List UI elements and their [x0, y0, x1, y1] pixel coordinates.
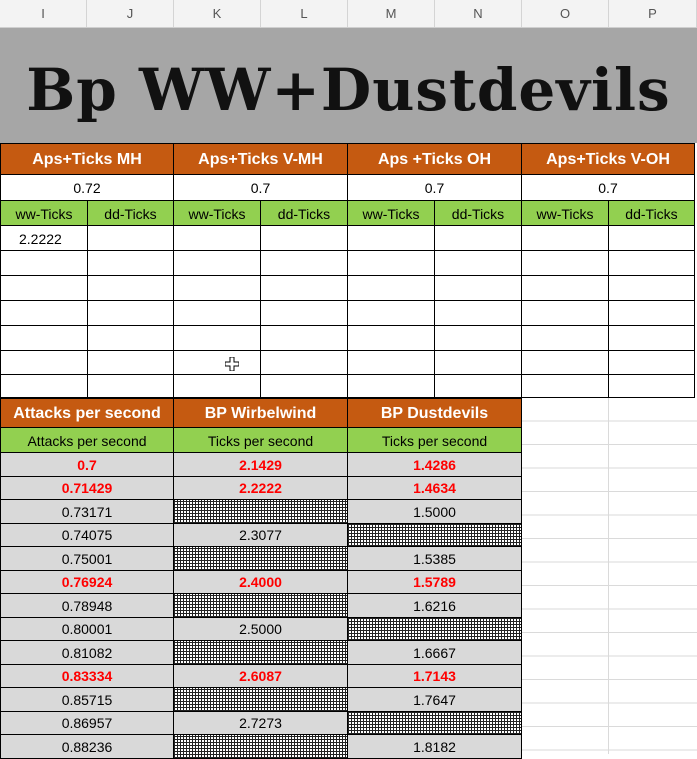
subheader-dd-voh[interactable]: dd-Ticks	[608, 200, 695, 226]
input-cell[interactable]	[521, 300, 609, 326]
crosshair-cursor-icon	[225, 357, 239, 371]
table-cell-aps[interactable]: 0.75001	[0, 546, 174, 571]
table-cell-aps[interactable]: 0.78948	[0, 593, 174, 618]
table-cell-ww[interactable]: 2.7273	[173, 711, 348, 735]
input-cell[interactable]	[0, 250, 88, 276]
subheader-dd-vmh[interactable]: dd-Ticks	[260, 200, 348, 226]
empty-gridlines	[521, 398, 697, 754]
table-cell-aps[interactable]: 0.86957	[0, 711, 174, 735]
input-cell[interactable]	[173, 325, 261, 351]
table-cell-ww[interactable]	[173, 499, 348, 524]
group-header-oh[interactable]: Aps +Ticks OH	[347, 143, 522, 175]
input-cell[interactable]	[260, 374, 348, 398]
input-cell[interactable]	[434, 374, 522, 398]
subheader-ww-vmh[interactable]: ww-Ticks	[173, 200, 261, 226]
table-cell-aps[interactable]: 0.88236	[0, 734, 174, 759]
lower-subheader-aps[interactable]: Attacks per second	[0, 427, 174, 453]
table-cell-aps[interactable]: 0.7	[0, 452, 174, 477]
subheader-ww-oh[interactable]: ww-Ticks	[347, 200, 435, 226]
input-cell[interactable]	[87, 250, 174, 276]
input-cell[interactable]	[521, 275, 609, 301]
table-cell-dd[interactable]: 1.7647	[347, 687, 522, 712]
input-cell[interactable]	[0, 325, 88, 351]
input-cell[interactable]	[434, 275, 522, 301]
table-cell-aps[interactable]: 0.81082	[0, 640, 174, 665]
table-cell-aps[interactable]: 0.74075	[0, 523, 174, 547]
table-cell-dd[interactable]: 1.7143	[347, 664, 522, 688]
input-cell[interactable]	[260, 300, 348, 326]
lower-subheader-ww[interactable]: Ticks per second	[173, 427, 348, 453]
input-cell[interactable]	[347, 275, 435, 301]
table-cell-ww[interactable]	[173, 687, 348, 712]
column-header-k[interactable]: K	[174, 0, 261, 27]
input-cell[interactable]	[608, 300, 695, 326]
table-cell-dd[interactable]	[347, 523, 522, 547]
input-cell[interactable]	[608, 225, 695, 251]
group-header-mh[interactable]: Aps+Ticks MH	[0, 143, 174, 175]
input-cell[interactable]	[608, 275, 695, 301]
input-cell[interactable]	[87, 374, 174, 398]
column-header-bar	[0, 0, 697, 28]
table-cell-aps[interactable]: 0.83334	[0, 664, 174, 688]
input-cell[interactable]	[87, 325, 174, 351]
table-cell-dd[interactable]: 1.4634	[347, 476, 522, 500]
input-cell[interactable]	[608, 325, 695, 351]
input-cell[interactable]: 2.2222	[0, 225, 88, 251]
input-cell[interactable]	[260, 350, 348, 375]
table-cell-dd[interactable]	[347, 711, 522, 735]
input-cell[interactable]	[434, 250, 522, 276]
input-cell[interactable]	[434, 300, 522, 326]
input-cell[interactable]	[347, 300, 435, 326]
subheader-ww-voh[interactable]: ww-Ticks	[521, 200, 609, 226]
table-cell-ww[interactable]	[173, 640, 348, 665]
column-header-n[interactable]: N	[435, 0, 522, 27]
table-cell-ww[interactable]: 2.4000	[173, 570, 348, 594]
table-cell-dd[interactable]: 1.5385	[347, 546, 522, 571]
subheader-dd-oh[interactable]: dd-Ticks	[434, 200, 522, 226]
group-value-vmh[interactable]: 0.7	[173, 174, 348, 201]
column-header-j[interactable]: J	[87, 0, 174, 27]
table-cell-aps[interactable]: 0.76924	[0, 570, 174, 594]
lower-header-wirbelwind[interactable]: BP Wirbelwind	[173, 398, 348, 428]
table-cell-dd[interactable]: 1.5789	[347, 570, 522, 594]
input-cell[interactable]	[260, 250, 348, 276]
group-value-voh[interactable]: 0.7	[521, 174, 695, 201]
table-cell-ww[interactable]: 2.6087	[173, 664, 348, 688]
input-cell[interactable]	[173, 275, 261, 301]
table-cell-aps[interactable]: 0.73171	[0, 499, 174, 524]
input-cell[interactable]	[521, 250, 609, 276]
column-header-l[interactable]: L	[261, 0, 348, 27]
input-cell[interactable]	[608, 350, 695, 375]
table-cell-dd[interactable]: 1.5000	[347, 499, 522, 524]
group-header-vmh[interactable]: Aps+Ticks V-MH	[173, 143, 348, 175]
table-cell-dd[interactable]: 1.6667	[347, 640, 522, 665]
input-cell[interactable]	[87, 300, 174, 326]
sheet-title: Bp WW+Dustdevils	[26, 55, 671, 124]
input-cell[interactable]	[0, 374, 88, 398]
column-header-i[interactable]: I	[0, 0, 87, 27]
input-cell[interactable]	[173, 300, 261, 326]
group-value-oh[interactable]: 0.7	[347, 174, 522, 201]
input-cell[interactable]	[434, 350, 522, 375]
input-cell[interactable]	[521, 325, 609, 351]
column-header-o[interactable]: O	[522, 0, 609, 27]
table-cell-ww[interactable]: 2.2222	[173, 476, 348, 500]
lower-header-dustdevils[interactable]: BP Dustdevils	[347, 398, 522, 428]
input-cell[interactable]	[260, 225, 348, 251]
subheader-ww-mh[interactable]: ww-Ticks	[0, 200, 88, 226]
table-cell-dd[interactable]: 1.4286	[347, 452, 522, 477]
input-cell[interactable]	[173, 350, 261, 375]
input-cell[interactable]	[608, 374, 695, 398]
input-cell[interactable]	[347, 325, 435, 351]
input-cell[interactable]	[87, 275, 174, 301]
input-cell[interactable]	[173, 374, 261, 398]
input-cell[interactable]	[260, 325, 348, 351]
input-cell[interactable]	[0, 300, 88, 326]
group-value-mh[interactable]: 0.72	[0, 174, 174, 201]
input-cell[interactable]	[521, 374, 609, 398]
input-cell[interactable]	[0, 350, 88, 375]
group-header-voh[interactable]: Aps+Ticks V-OH	[521, 143, 695, 175]
input-cell[interactable]	[87, 225, 174, 251]
input-cell[interactable]	[521, 225, 609, 251]
subheader-dd-mh[interactable]: dd-Ticks	[87, 200, 174, 226]
input-cell[interactable]	[347, 374, 435, 398]
input-cell[interactable]	[347, 225, 435, 251]
table-cell-ww[interactable]: 2.5000	[173, 617, 348, 641]
input-cell[interactable]	[347, 250, 435, 276]
table-cell-ww[interactable]	[173, 734, 348, 759]
table-cell-aps[interactable]: 0.85715	[0, 687, 174, 712]
input-cell[interactable]	[173, 250, 261, 276]
input-cell[interactable]	[87, 350, 174, 375]
lower-subheader-dd[interactable]: Ticks per second	[347, 427, 522, 453]
table-cell-dd[interactable]	[347, 617, 522, 641]
input-cell[interactable]	[260, 275, 348, 301]
table-cell-ww[interactable]	[173, 593, 348, 618]
input-cell[interactable]	[0, 275, 88, 301]
table-cell-dd[interactable]: 1.6216	[347, 593, 522, 618]
input-cell[interactable]	[434, 225, 522, 251]
column-header-p[interactable]: P	[609, 0, 697, 27]
title-banner	[0, 28, 697, 143]
input-cell[interactable]	[521, 350, 609, 375]
table-cell-aps[interactable]: 0.80001	[0, 617, 174, 641]
input-cell[interactable]	[347, 350, 435, 375]
column-header-m[interactable]: M	[348, 0, 435, 27]
lower-header-aps[interactable]: Attacks per second	[0, 398, 174, 428]
table-cell-ww[interactable]: 2.3077	[173, 523, 348, 547]
table-cell-dd[interactable]: 1.8182	[347, 734, 522, 759]
input-cell[interactable]	[173, 225, 261, 251]
table-cell-ww[interactable]	[173, 546, 348, 571]
table-cell-aps[interactable]: 0.71429	[0, 476, 174, 500]
input-cell[interactable]	[434, 325, 522, 351]
input-cell[interactable]	[608, 250, 695, 276]
table-cell-ww[interactable]: 2.1429	[173, 452, 348, 477]
